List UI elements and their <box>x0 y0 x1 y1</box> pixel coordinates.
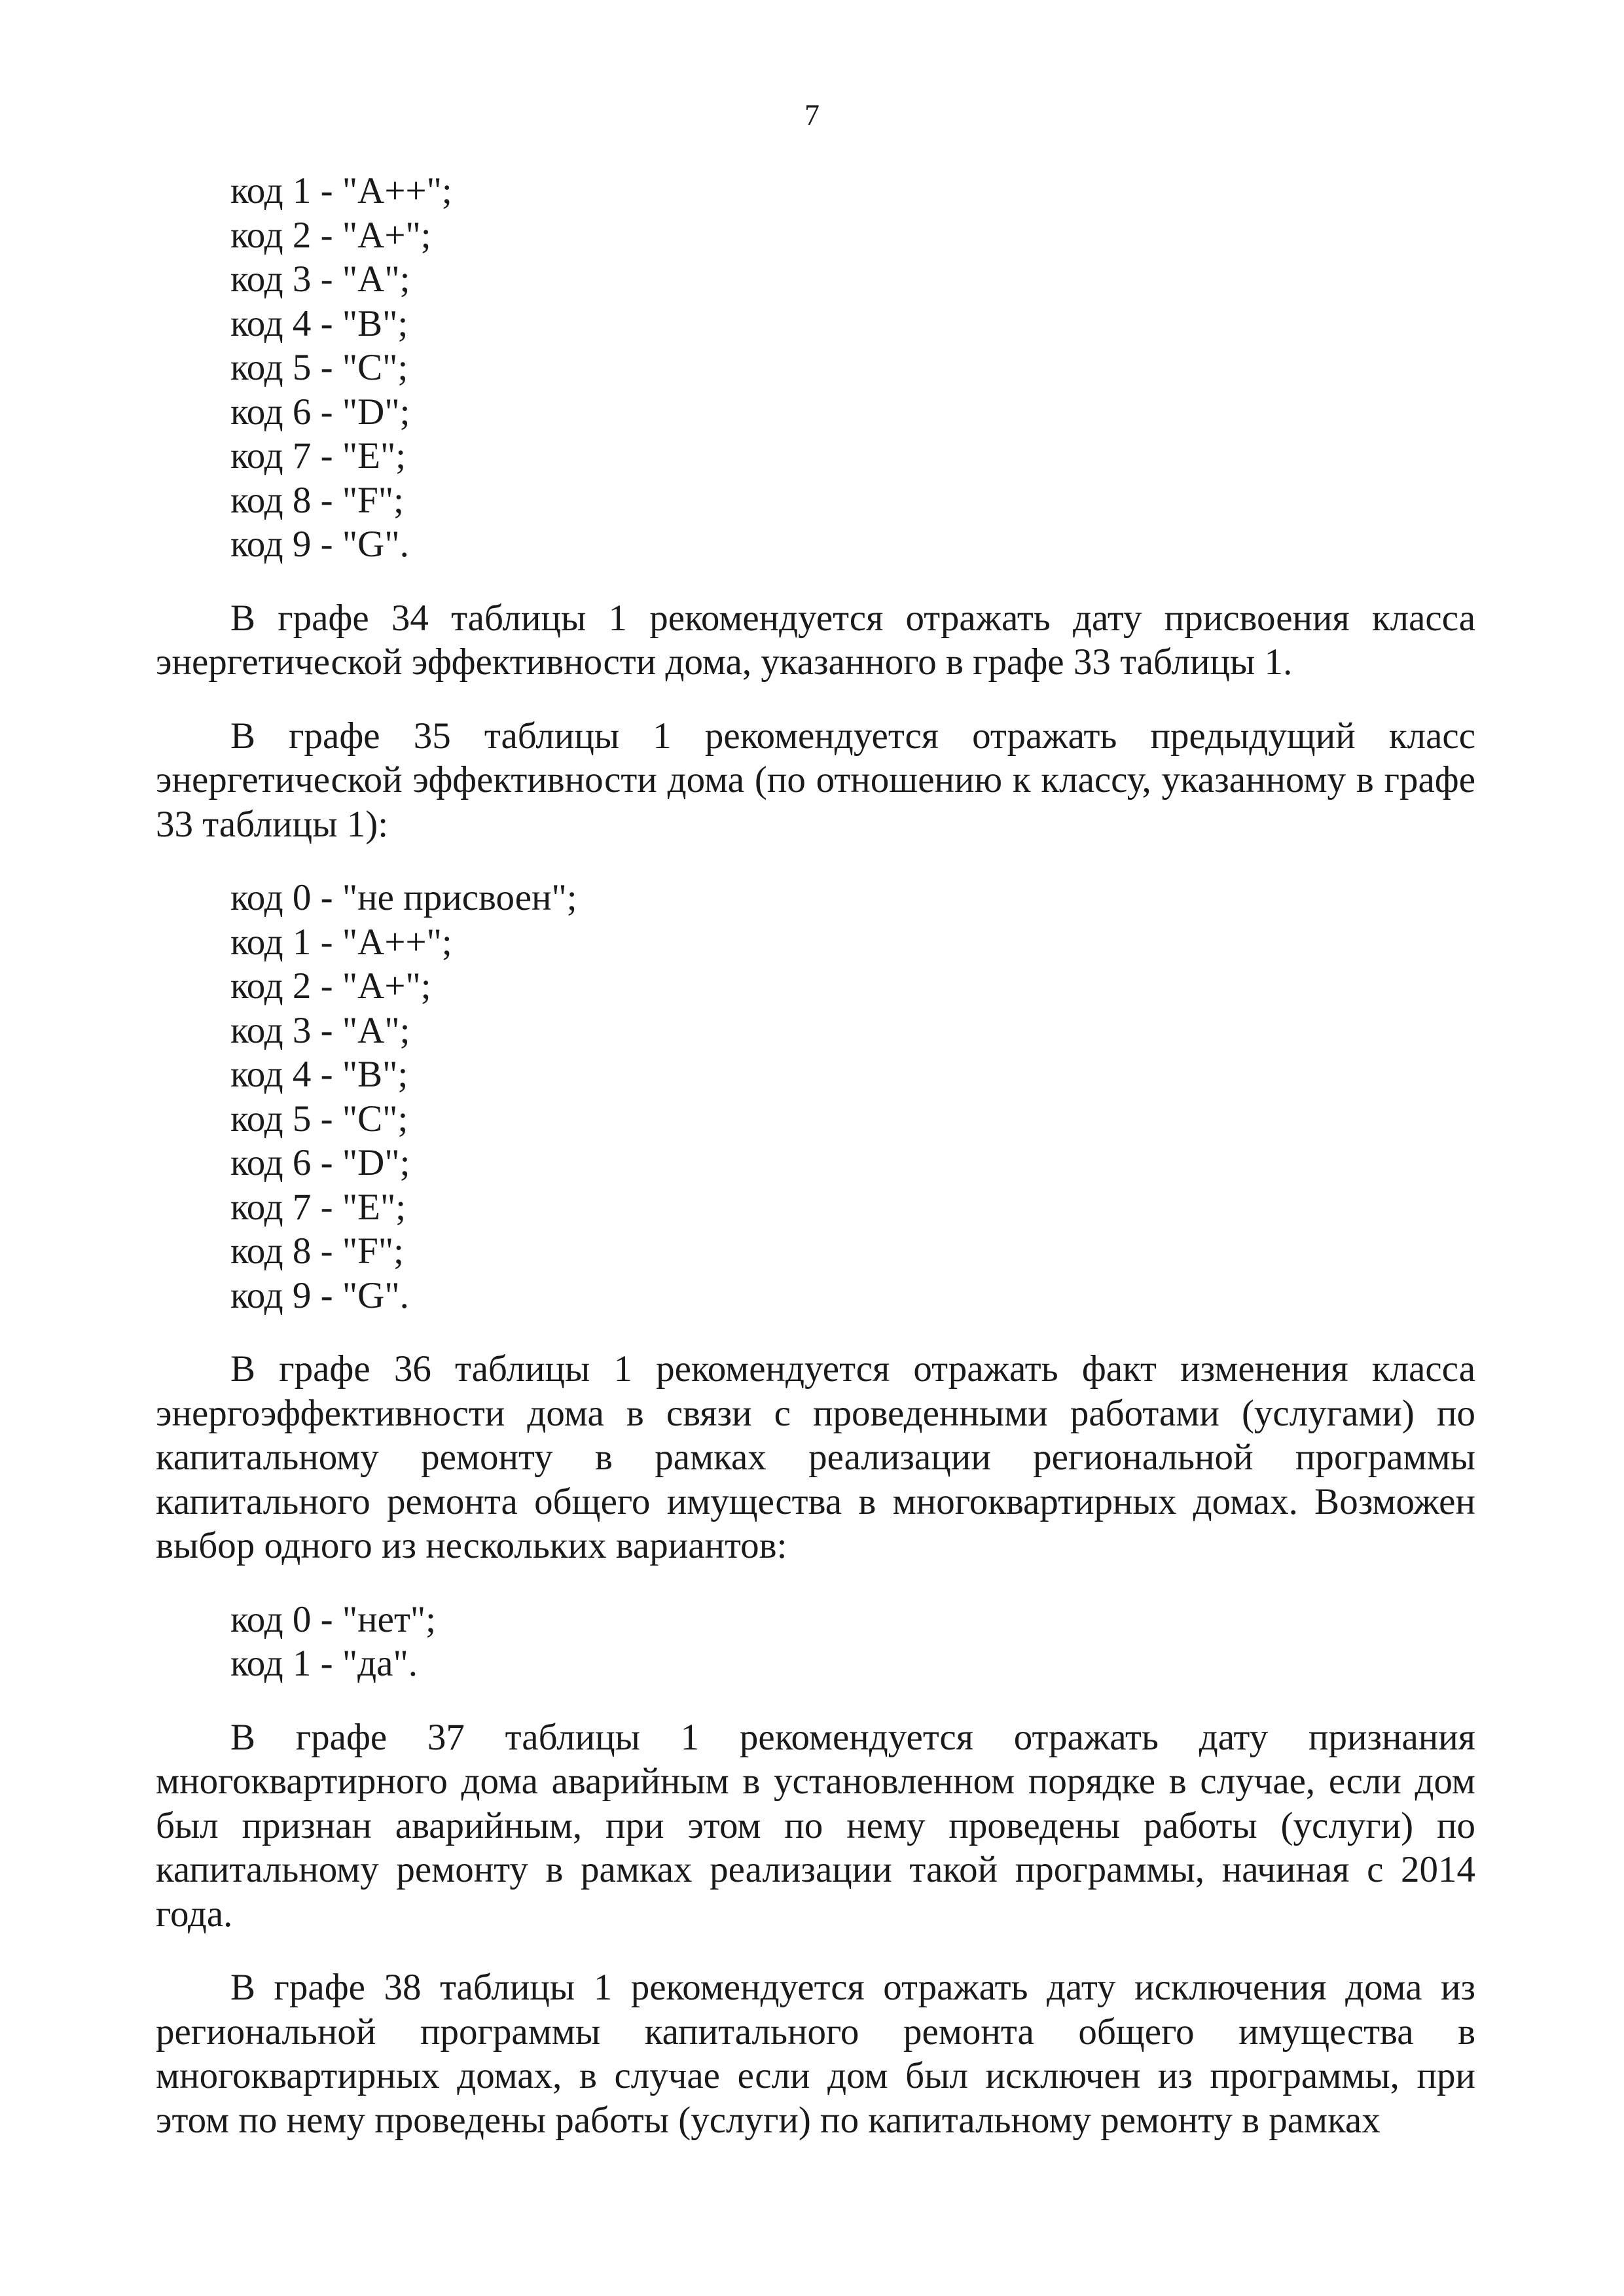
list-item: код 2 - "А+"; <box>230 965 431 1007</box>
list-item: код 0 - "не присвоен"; <box>230 877 577 918</box>
list-item: код 4 - "В"; <box>230 1054 408 1095</box>
list-item: код 2 - "А+"; <box>230 214 431 256</box>
list-item: код 8 - "F"; <box>230 479 404 521</box>
list-item: код 5 - "С"; <box>230 347 408 388</box>
paragraph-column-38: В графе 38 таблицы 1 рекомендуется отражать дату исключения дома из региональной программы капитального ремонта общего имущества в многоквартирных домах, в случае если дом был исключен из программы, при этом по нему проведены работы (услуги) по капитальному ремонту в рамках <box>156 1967 1475 2141</box>
previous-class-code-list <box>156 876 1475 1318</box>
list-item: код 7 - "Е"; <box>230 435 406 476</box>
list-item: код 9 - "G". <box>230 524 409 565</box>
list-item: код 1 - "А++"; <box>230 921 452 963</box>
list-item: код 5 - "С"; <box>230 1098 408 1139</box>
paragraph-column-37: В графе 37 таблицы 1 рекомендуется отражать дату признания многоквартирного дома аварийным в установленном порядке в случае, если дом был признан аварийным, при этом по нему проведены работы (услуги) по капитальному ремонту в рамках реализации такой программы, начиная с 2014 года. <box>156 1716 1475 1935</box>
list-item: код 1 - "да". <box>230 1643 418 1684</box>
class-change-code-list <box>156 1598 1475 1686</box>
list-item: код 6 - "D"; <box>230 1142 410 1183</box>
list-item: код 8 - "F"; <box>230 1230 404 1272</box>
paragraph-column-36: В графе 36 таблицы 1 рекомендуется отражать факт изменения класса энергоэффективности дома в связи с проведенными работами (услугами) по капитальному ремонту в рамках реализации региональной программы капитального ремонта общего имущества в многоквартирных домах. Возможен выбор одного из нескольких вариантов: <box>156 1348 1475 1566</box>
list-item: код 3 - "А"; <box>230 1009 410 1051</box>
list-item: код 0 - "нет"; <box>230 1598 436 1640</box>
document-body <box>156 169 1475 2142</box>
list-item: код 7 - "Е"; <box>230 1186 406 1228</box>
list-item: код 1 - "А++"; <box>230 170 452 211</box>
list-item: код 3 - "А"; <box>230 259 410 300</box>
list-item: код 6 - "D"; <box>230 391 410 433</box>
page-number: 7 <box>804 98 820 132</box>
paragraph-column-34: В графе 34 таблицы 1 рекомендуется отражать дату присвоения класса энергетической эффективности дома, указанного в графе 33 таблицы 1. <box>156 597 1475 683</box>
paragraph-column-35: В графе 35 таблицы 1 рекомендуется отражать предыдущий класс энергетической эффективности дома (по отношению к классу, указанному в графе 33 таблицы 1): <box>156 715 1475 845</box>
list-item: код 4 - "В"; <box>230 302 408 344</box>
energy-class-code-list <box>156 169 1475 567</box>
list-item: код 9 - "G". <box>230 1274 409 1316</box>
